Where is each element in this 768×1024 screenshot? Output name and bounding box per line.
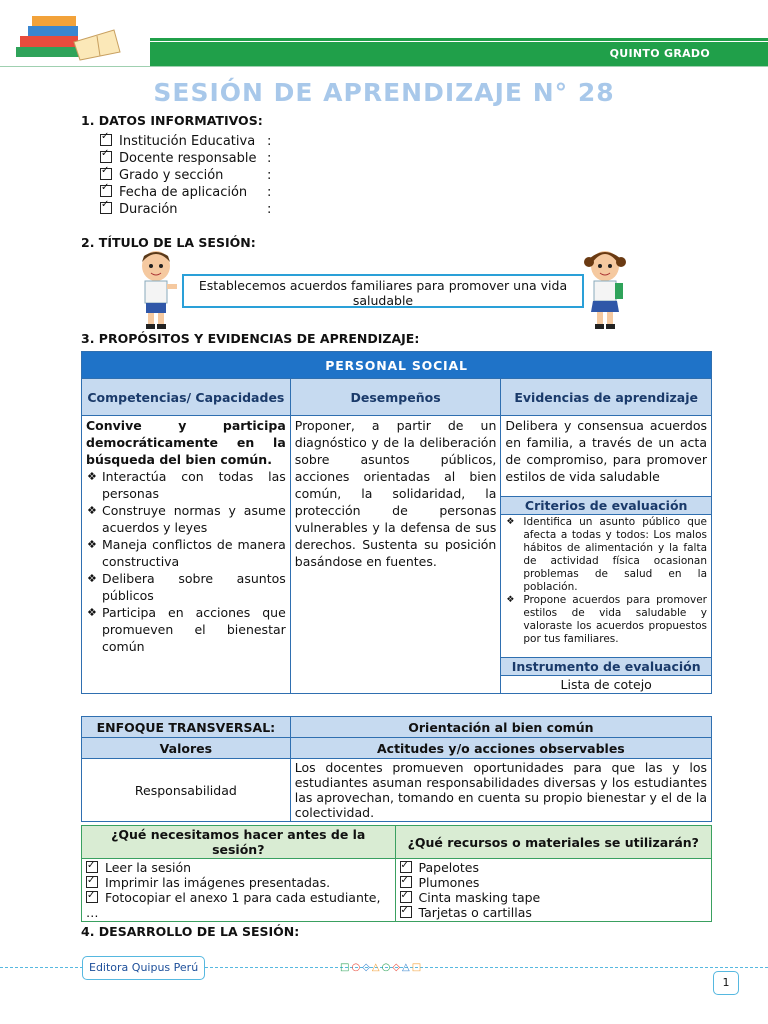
info-label: Docente responsable [119, 151, 257, 166]
info-label: Grado y sección [119, 168, 224, 183]
checklist-item [86, 890, 391, 920]
info-separator: : [267, 202, 272, 217]
actitud-cell: Los docentes promueven oportunidades para que las y los estudiantes asuman responsabilidades diversas y los estudiantes las aprovechan, tomando en cuenta su propio bienestar y el de la colectividad. [290, 759, 711, 822]
header-stripe [150, 38, 768, 41]
checkbox-icon [86, 861, 98, 873]
col-recursos: ¿Qué recursos o materiales se utilizarán? [395, 826, 711, 859]
checklist-text: Cinta masking tape [418, 890, 541, 905]
desempeno-text: Proponer, a partir de un diagnóstico y de la deliberación sobre asuntos públicos, acciones orientadas al bien común, la solidaridad, la protección de personas vulnerables y la defensa de sus derechos. Sustenta su posición basándose en fuentes. [294, 418, 497, 569]
enfoque-name: Orientación al bien común [290, 717, 711, 738]
criterios-cell [501, 515, 712, 658]
checklist-text: Papelotes [418, 860, 480, 875]
info-separator: : [267, 134, 272, 149]
capacidades-list [86, 468, 286, 655]
section-datos-heading: 1. DATOS INFORMATIVOS: [81, 113, 263, 128]
capacidad-item: ❖ Participa en acciones que promueven el bienestar común [86, 604, 286, 655]
info-row [100, 185, 271, 200]
criterios-title: Criterios de evaluación [501, 497, 712, 515]
checklist-text: Leer la sesión [105, 860, 192, 875]
checkbox-icon [400, 861, 412, 873]
page-number: 1 [713, 971, 739, 995]
capacidad-item: ❖ Interactúa con todas las personas [86, 468, 286, 502]
col-antes: ¿Qué necesitamos hacer antes de la sesión? [82, 826, 396, 859]
checkbox-icon [100, 185, 112, 197]
session-title-box: Establecemos acuerdos familiares para promover una vida saludable [182, 274, 584, 308]
col-desempenos: Desempeños [290, 379, 501, 416]
info-row [100, 168, 271, 183]
info-separator: : [267, 185, 272, 200]
valor-cell: Responsabilidad [82, 759, 291, 822]
girl-illustration [582, 248, 628, 334]
checkbox-icon [400, 906, 412, 918]
antes-list [82, 859, 396, 922]
col-actitudes: Actitudes y/o acciones observables [290, 738, 711, 759]
checkbox-icon [86, 876, 98, 888]
col-competencias: Competencias/ Capacidades [82, 379, 291, 416]
capacidad-item: ❖ Delibera sobre asuntos públicos [86, 570, 286, 604]
section-titulo-heading: 2. TÍTULO DE LA SESIÓN: [81, 235, 256, 250]
header-divider [0, 66, 768, 67]
checkbox-icon [100, 202, 112, 214]
books-illustration [14, 12, 124, 64]
criterio-item: ❖ Propone acuerdos para promover estilos de vida saludable y valoraste los acuerdos propuestos por tus familiares. [505, 594, 707, 646]
checklist-text: Imprimir las imágenes presentadas. [105, 875, 331, 890]
desempeno-cell [290, 416, 501, 694]
checklist-text: Fotocopiar el anexo 1 para cada estudiante, … [86, 890, 381, 920]
checkbox-icon [100, 168, 112, 180]
instrumento-title: Instrumento de evaluación [501, 658, 712, 676]
checkbox-icon [86, 891, 98, 903]
enfoque-table [81, 716, 712, 822]
evidencia-text: Delibera y consensua acuerdos en familia, a través de un acta de compromiso, para promover estilos de vida saludable [505, 418, 707, 484]
capacidad-item: ❖ Construye normas y asume acuerdos y leyes [86, 502, 286, 536]
info-separator: : [267, 168, 272, 183]
col-valores: Valores [82, 738, 291, 759]
purposes-table [81, 351, 712, 694]
info-label: Institución Educativa [119, 134, 256, 149]
checklist-text: Tarjetas o cartillas [418, 905, 532, 920]
section-desarrollo-heading: 4. DESARROLLO DE LA SESIÓN: [81, 924, 300, 939]
checklist-text: Plumones [418, 875, 480, 890]
checklist-item [400, 860, 707, 875]
info-row [100, 134, 271, 149]
checklist-item [86, 875, 391, 890]
checklist-item [400, 905, 707, 920]
area-header: PERSONAL SOCIAL [82, 352, 712, 379]
checkbox-icon [100, 134, 112, 146]
info-separator: : [267, 151, 272, 166]
decorative-shapes-icon: □○◇△○◇△□ [340, 962, 424, 973]
info-row [100, 151, 271, 166]
boy-illustration [132, 248, 180, 334]
criterios-list [505, 516, 707, 646]
checkbox-icon [400, 891, 412, 903]
section-propositos-heading: 3. PROPÓSITOS Y EVIDENCIAS DE APRENDIZAJE: [81, 331, 420, 346]
checklist-item [400, 890, 707, 905]
preparation-table [81, 825, 712, 922]
recursos-list [395, 859, 711, 922]
criterio-item: ❖ Identifica un asunto público que afecta a todas y todos: Los malos hábitos de alimentación y la falta de actividad física ocasionan problemas de salud en la población. [505, 516, 707, 594]
checkbox-icon [400, 876, 412, 888]
checkbox-icon [100, 151, 112, 163]
info-row [100, 202, 271, 217]
competencias-cell [82, 416, 291, 694]
checklist-item [86, 860, 391, 875]
evidencia-cell [501, 416, 712, 497]
publisher-badge: Editora Quipus Perú [82, 956, 205, 980]
info-label: Duración [119, 202, 178, 217]
col-evidencias: Evidencias de aprendizaje [501, 379, 712, 416]
grade-label: QUINTO GRADO [609, 47, 710, 60]
enfoque-label: ENFOQUE TRANSVERSAL: [82, 717, 291, 738]
instrumento-value: Lista de cotejo [501, 676, 712, 694]
capacidad-item: ❖ Maneja conflictos de manera constructiva [86, 536, 286, 570]
page-title: SESIÓN DE APRENDIZAJE N° 28 [153, 78, 615, 107]
info-label: Fecha de aplicación [119, 185, 248, 200]
competencia-text: Convive y participa democráticamente en la búsqueda del bien común. [86, 418, 286, 467]
checklist-item [400, 875, 707, 890]
